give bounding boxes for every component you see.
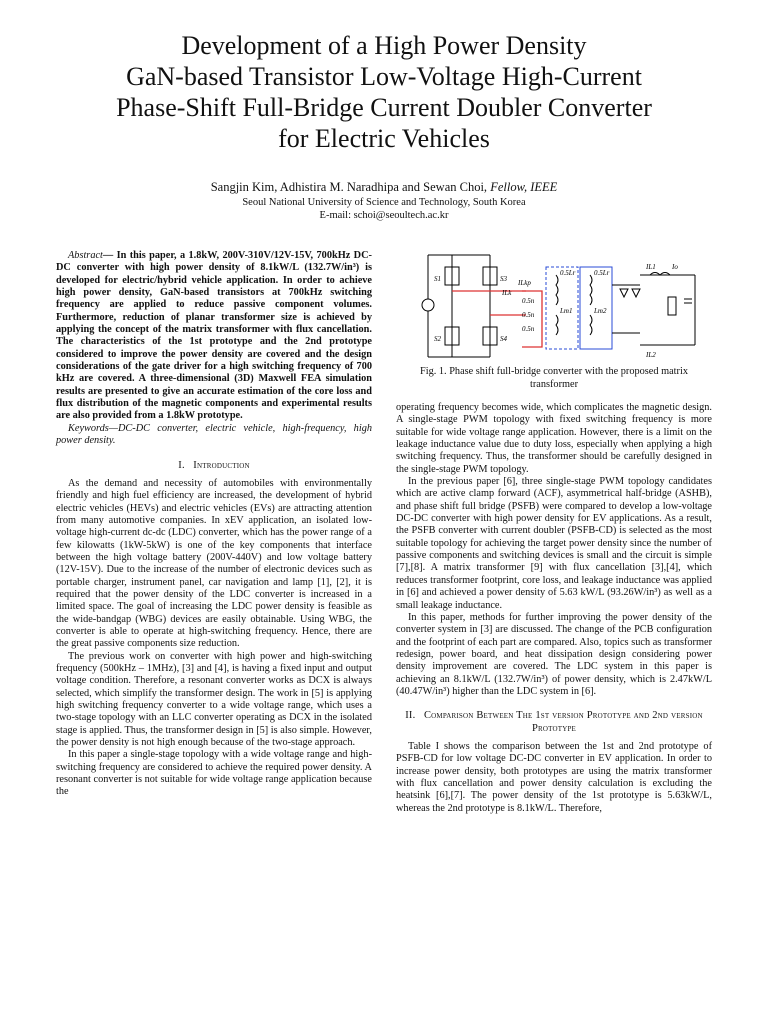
title-line: Development of a High Power Density: [181, 31, 587, 60]
section-heading-2: [396, 710, 712, 735]
paragraph: In this paper a single-stage topology with a wide voltage range and high-switching frequency are considered to achieve the required power density. A resonant converter is not suitable for wide voltage range application because the: [56, 749, 372, 798]
paper-title: [20, 30, 748, 154]
paragraph: In the previous paper [6], three single-stage PWM topology candidates which are active clamp forward (ACF), asymmetrical half-bridge (ASHB), and phase shift full bridge (PSFB) were compared to develop a low-voltage DC-DC converter with high power density for EV applications. As a result, the PSFB converter with current doubler (PSFB-CD) is selected as the most suitable topology for achieving the target power density since the number of passive components and switching devices is small and the circuit is simple [7],[8]. A matrix transformer [9] with flux cancellation [3],[4], which reduces transformer footprint, core loss, and leakage inductance was applied in [6] and achieved a power density of 5.63 kW/L (93.26W/in³) as well as a small leakage inductance.: [396, 476, 712, 611]
section-heading-1: [56, 460, 372, 472]
label-il1: IL1: [646, 263, 656, 271]
section-number: I.: [178, 459, 185, 471]
label-s3: S3: [500, 275, 507, 283]
author-line: [0, 180, 768, 195]
label-lm2: Lm2: [594, 307, 607, 315]
title-line: Phase-Shift Full-Bridge Current Doubler Converter: [116, 93, 652, 122]
right-column: [396, 402, 712, 815]
label-lm1: Lm1: [560, 307, 573, 315]
section-number: II.: [405, 710, 416, 722]
label-ilkp: ILkp: [518, 279, 531, 287]
paragraph: The previous work on converter with high power and high-switching frequency (500kHz – 1MHz), [3] and [4], is having a fixed input and output voltage condition. Therefore, a resonant converter works as DCX is always selected, which simplify the transformer design. The work in [5] is applying high switching frequency converter to a wide voltage range, which uses a two-stage topology with an LLC converter operating as DCX in the isolated stage is applied. Thus, the transformer design in [5] is also simple. However, the power density is not high enough because of the two-stage approach.: [56, 650, 372, 749]
paragraph: In this paper, methods for further improving the power density of the converter system in [3] are discussed. The change of the PCB configuration and the footprint of each part are compared. Also, topics such as transformer redesign, power board, and heat dissipation design considering power density improvement are covered. The LDC system in this paper is achieving an 8.1kW/L (132.7W/in³) of power density, which is 2.47kW/L (40.47W/in³) higher than the LDC system in [6].: [396, 611, 712, 697]
title-line: GaN-based Transistor Low-Voltage High-Current: [126, 62, 642, 91]
label-io: Io: [672, 263, 678, 271]
label-n3: 0.5n: [522, 325, 535, 333]
label-s2: S2: [434, 335, 441, 343]
label-l2: 0.5Lr: [594, 269, 610, 277]
paragraph: Table I shows the comparison between the 1st and 2nd prototype of PSFB-CD for low voltage DC-DC converter in EV application. In order to increase power density, both prototypes are using the matrix transformer with flux cancellation and power density calculation is excluding the heatsink [6],[7]. The power density of the 1st prototype is 5.63kW/L, whereas the 2nd prototype is 8.1kW/L. Therefore,: [396, 740, 712, 814]
section-title: Comparison Between The 1st version Prototype and 2nd version Prototype: [423, 710, 703, 734]
figure-caption: Fig. 1. Phase shift full-bridge converter with the proposed matrix transformer: [420, 366, 688, 390]
circuit-diagram: [410, 245, 710, 365]
label-n2: 0.5n: [522, 311, 535, 319]
label-n1: 0.5n: [522, 297, 535, 305]
keywords: Keywords—DC-DC converter, electric vehicle, high-frequency, high power density.: [56, 422, 372, 447]
paragraph: operating frequency becomes wide, which complicates the magnetic design. A single-stage PWM topology with fixed switching frequency is more suitable for wide voltage range application. However, there is a limit on the leakage inductance value due to duty loss, especially when applying a high switching frequency. Thus, the transformer should be carefully designed in the single-stage PWM topology.: [396, 402, 712, 475]
title-line: for Electric Vehicles: [278, 124, 490, 153]
section-title: Introduction: [193, 459, 250, 471]
author-fellow: Fellow, IEEE: [490, 180, 558, 194]
affiliation: Seoul National University of Science and Technology, South Korea: [242, 197, 526, 208]
abstract: [56, 250, 372, 423]
abstract-text: — In this paper, a 1.8kW, 200V-310V/12V-15V, 700kHz DC-DC converter with high power density of 8.1kW/L (132.7W/in³) is developed for electric/hybrid vehicle application. In order to achieve high power density, GaN-based transistors at 700kHz switching frequency are applied to reduce passive component volumes. Furthermore, reduction of planar transformer size is achieved by applying the concept of the matrix transformer with flux cancellation. The characteristics of the 1st prototype and the 2nd prototype considered to improve the power density are covered and the design considerations of the gate driver for a high switching frequency of 700 kHz are covered. A three-dimensional (3D) Maxwell FEA simulation results are presented to give an accurate estimation of the core loss and flux distribution of the magnetic components and experimental results are also provided from a 1.8kW prototype.: [56, 250, 372, 422]
paragraph: As the demand and necessity of automobiles with environmentally friendly and high fuel efficiency are increased, the development of hybrid electric vehicles (HEVs) and electric vehicles (EVs) are attracting attention from many automotive companies. In xEV application, an isolated low-voltage high-current dc-dc (LDC) converter, which has the power range of a few kilowatts (1kW-5kW) is one of the key components that interface between the high voltage battery (200V-440V) and low voltage battery (12V-15V). Due to the increase of the number of electronic devices such as portable charger, instrument panel, car navigation and lamp [1], [2], it is required that the power density of the LDC converter is increased in a limited space. The goal of increasing the LDC power density is feasible as the wide-bandgap (WBG) devices are easily obtainable. Using WBG, the converter is able to operate at high-switching frequency. Hence, there are the great passive components size reduction.: [56, 477, 372, 650]
abstract-lead: Abstract: [68, 250, 103, 261]
label-ilk: ILk: [502, 289, 512, 297]
email: E-mail: schoi@seoultech.ac.kr: [319, 210, 449, 221]
label-s1: S1: [434, 275, 441, 283]
left-column: [56, 250, 372, 799]
affiliation-block: [0, 196, 768, 222]
label-il2: IL2: [646, 351, 656, 359]
label-l1: 0.5Lr: [560, 269, 576, 277]
author-names: Sangjin Kim, Adhistira M. Naradhipa and Sewan Choi,: [210, 180, 491, 194]
label-s4: S4: [500, 335, 507, 343]
